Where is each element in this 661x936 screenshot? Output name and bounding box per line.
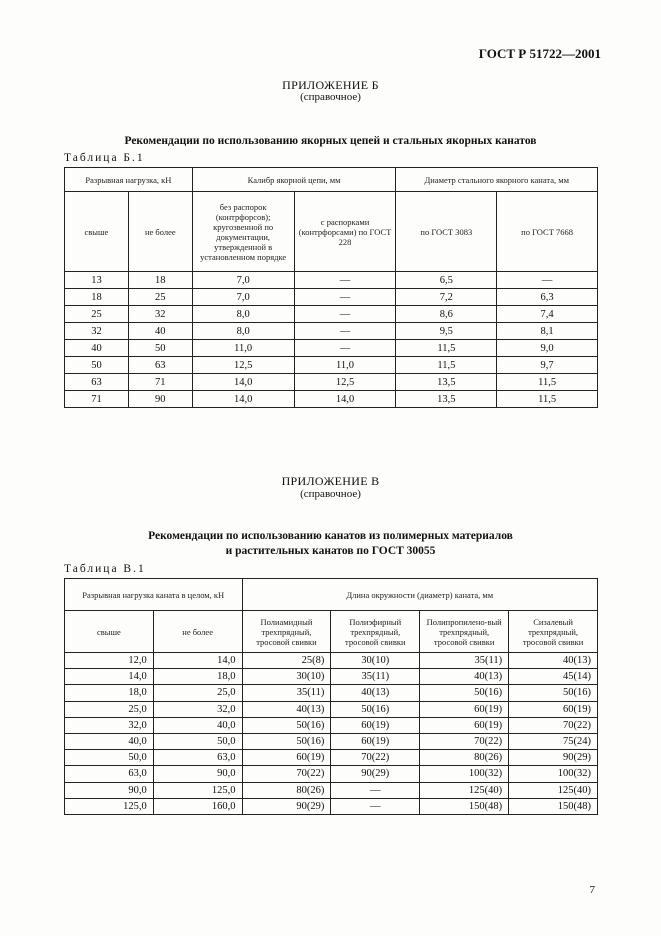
table-cell: 14,0 — [153, 653, 242, 669]
header-without-studs: без распорок (контрфорсов); кругозвенной по документации, утвержденной в установленном порядке — [192, 192, 294, 272]
header-over: свыше — [65, 611, 154, 653]
table-cell: 40(13) — [509, 653, 598, 669]
appendix-b-heading: Рекомендации по использованию якорных цепей и стальных якорных канатов — [124, 135, 537, 147]
table-row — [65, 750, 598, 766]
table-cell: 40,0 — [153, 717, 242, 733]
header-sisal: Сизалевый трехпрядный, тросовой свивки — [509, 611, 598, 653]
table-cell: 11,5 — [396, 340, 497, 357]
table-cell: 14,0 — [65, 669, 154, 685]
table-cell: 7,0 — [192, 272, 294, 289]
table-cell: 60(19) — [420, 717, 509, 733]
table-cell: 8,1 — [497, 323, 598, 340]
table-cell: 100(32) — [420, 766, 509, 782]
table-row — [65, 323, 598, 340]
table-cell: 12,5 — [294, 374, 396, 391]
table-cell: 14,0 — [294, 391, 396, 408]
table-cell: 100(32) — [509, 766, 598, 782]
table-row — [65, 782, 598, 798]
table-cell: 6,3 — [497, 289, 598, 306]
table-cell: 14,0 — [192, 391, 294, 408]
table-cell: 60(19) — [420, 701, 509, 717]
table-cell: 60(19) — [509, 701, 598, 717]
table-row — [65, 685, 598, 701]
table-row — [65, 289, 598, 306]
table-cell: 60(19) — [331, 717, 420, 733]
header-breaking-load: Разрывная нагрузка, кН — [65, 168, 193, 192]
table-cell: 11,0 — [294, 357, 396, 374]
table-row — [65, 669, 598, 685]
table-cell: 13,5 — [396, 391, 497, 408]
table-cell: 11,5 — [396, 357, 497, 374]
table-cell: 50 — [128, 340, 192, 357]
table-cell: 30(10) — [242, 669, 331, 685]
table-cell: 18 — [128, 272, 192, 289]
table-cell: 125(40) — [509, 782, 598, 798]
table-cell: 35(11) — [331, 669, 420, 685]
table-cell: 150(48) — [509, 798, 598, 814]
table-cell: 25(8) — [242, 653, 331, 669]
table-row — [65, 766, 598, 782]
table-row — [65, 798, 598, 814]
table-cell: 8,0 — [192, 323, 294, 340]
header-not-more: не более — [128, 192, 192, 272]
table-cell: 50(16) — [331, 701, 420, 717]
header-polyamide: Полиамидный трехпрядный, тросовой свивки — [242, 611, 331, 653]
table-cell: 6,5 — [396, 272, 497, 289]
table-cell: 125,0 — [153, 782, 242, 798]
table-cell: 18 — [65, 289, 129, 306]
table-cell: 40 — [128, 323, 192, 340]
page-number: 7 — [589, 884, 595, 896]
table-row — [65, 272, 598, 289]
standard-number: ГОСТ Р 51722—2001 — [478, 46, 601, 61]
table-cell: 50,0 — [153, 733, 242, 749]
header-rope-diameter: Диаметр стального якорного каната, мм — [396, 168, 598, 192]
table-cell: 90,0 — [153, 766, 242, 782]
table-cell: 90 — [128, 391, 192, 408]
table-cell: 11,0 — [192, 340, 294, 357]
table-cell: — — [294, 272, 396, 289]
table-cell: 11,5 — [497, 391, 598, 408]
table-cell: 25,0 — [65, 701, 154, 717]
table-cell: 25 — [128, 289, 192, 306]
table-cell: 11,5 — [497, 374, 598, 391]
table-cell: 40(13) — [331, 685, 420, 701]
table-v1-label: Таблица В.1 — [64, 563, 146, 575]
table-cell: — — [294, 289, 396, 306]
table-row — [65, 340, 598, 357]
header-not-more: не более — [153, 611, 242, 653]
header-rope-length: Длина окружности (диаметр) каната, мм — [242, 579, 598, 611]
table-cell: 70(22) — [242, 766, 331, 782]
table-cell: 7,4 — [497, 306, 598, 323]
table-cell: 63 — [128, 357, 192, 374]
table-cell: 18,0 — [153, 669, 242, 685]
appendix-b-subtitle: (справочное) — [300, 91, 361, 103]
table-cell: 90(29) — [509, 750, 598, 766]
table-cell: — — [331, 782, 420, 798]
header-gost-3083: по ГОСТ 3083 — [396, 192, 497, 272]
table-cell: 25,0 — [153, 685, 242, 701]
table-row — [65, 391, 598, 408]
table-cell: 32,0 — [153, 701, 242, 717]
table-cell: 12,0 — [65, 653, 154, 669]
table-row — [65, 653, 598, 669]
table-row — [65, 357, 598, 374]
table-cell: 9,5 — [396, 323, 497, 340]
table-cell: 40,0 — [65, 733, 154, 749]
table-cell: 71 — [128, 374, 192, 391]
table-cell: 8,6 — [396, 306, 497, 323]
header-rope-breaking-load: Разрывная нагрузка каната в целом, кН — [65, 579, 243, 611]
table-row — [65, 374, 598, 391]
table-cell: 32 — [65, 323, 129, 340]
table-cell: 18,0 — [65, 685, 154, 701]
table-cell: 12,5 — [192, 357, 294, 374]
header-polypropylene: Полипропилено-вый трехпрядный, тросовой свивки — [420, 611, 509, 653]
header-with-studs: с распорками (контрфорсами) по ГОСТ 228 — [294, 192, 396, 272]
table-row — [65, 717, 598, 733]
table-cell: 9,7 — [497, 357, 598, 374]
table-cell: 90(29) — [242, 798, 331, 814]
table-cell: 32 — [128, 306, 192, 323]
table-cell: 40(13) — [420, 669, 509, 685]
table-cell: 7,2 — [396, 289, 497, 306]
table-cell: 75(24) — [509, 733, 598, 749]
table-cell: 60(19) — [331, 733, 420, 749]
appendix-v-subtitle: (справочное) — [300, 488, 361, 500]
table-cell: — — [294, 306, 396, 323]
header-chain-caliber: Калибр якорной цепи, мм — [192, 168, 396, 192]
header-over: свыше — [65, 192, 129, 272]
table-cell: 7,0 — [192, 289, 294, 306]
table-cell: 70(22) — [331, 750, 420, 766]
table-cell: 50 — [65, 357, 129, 374]
table-cell: — — [331, 798, 420, 814]
table-cell: 35(11) — [242, 685, 331, 701]
table-cell: 9,0 — [497, 340, 598, 357]
header-polyester: Полиэфирный трехпрядный, тросовой свивки — [331, 611, 420, 653]
table-row — [65, 306, 598, 323]
table-cell: 90(29) — [331, 766, 420, 782]
table-b1-label: Таблица Б.1 — [64, 152, 145, 164]
appendix-v-heading-line1: Рекомендации по использованию канатов из полимерных материалов — [148, 530, 513, 542]
table-cell: 63,0 — [65, 766, 154, 782]
table-cell: 60(19) — [242, 750, 331, 766]
table-row — [65, 701, 598, 717]
table-cell: 25 — [65, 306, 129, 323]
table-cell: — — [294, 340, 396, 357]
table-row — [65, 733, 598, 749]
table-cell: 125(40) — [420, 782, 509, 798]
table-cell: 50(16) — [242, 733, 331, 749]
table-cell: 50(16) — [509, 685, 598, 701]
table-cell: 8,0 — [192, 306, 294, 323]
table-cell: 13,5 — [396, 374, 497, 391]
appendix-v-title: ПРИЛОЖЕНИЕ В — [281, 474, 380, 488]
table-cell: 71 — [65, 391, 129, 408]
table-cell: 40 — [65, 340, 129, 357]
table-cell: 30(10) — [331, 653, 420, 669]
table-cell: 70(22) — [420, 733, 509, 749]
table-cell: 63,0 — [153, 750, 242, 766]
table-cell: 32,0 — [65, 717, 154, 733]
table-cell: 50(16) — [242, 717, 331, 733]
table-cell: 45(14) — [509, 669, 598, 685]
table-cell: 35(11) — [420, 653, 509, 669]
appendix-b-title: ПРИЛОЖЕНИЕ Б — [282, 78, 379, 92]
table-cell: 160,0 — [153, 798, 242, 814]
table-cell: 80(26) — [242, 782, 331, 798]
table-cell: 14,0 — [192, 374, 294, 391]
appendix-v-heading-line2: и растительных канатов по ГОСТ 30055 — [225, 545, 436, 557]
table-cell: 70(22) — [509, 717, 598, 733]
header-gost-7668: по ГОСТ 7668 — [497, 192, 598, 272]
table-cell: — — [497, 272, 598, 289]
table-cell: 50(16) — [420, 685, 509, 701]
table-cell: 40(13) — [242, 701, 331, 717]
table-cell: 63 — [65, 374, 129, 391]
table-cell: 50,0 — [65, 750, 154, 766]
table-cell: 150(48) — [420, 798, 509, 814]
table-cell: 90,0 — [65, 782, 154, 798]
table-cell: 80(26) — [420, 750, 509, 766]
table-cell: 125,0 — [65, 798, 154, 814]
table-b1 — [64, 167, 598, 408]
table-v1 — [64, 578, 598, 815]
table-cell: — — [294, 323, 396, 340]
table-cell: 13 — [65, 272, 129, 289]
